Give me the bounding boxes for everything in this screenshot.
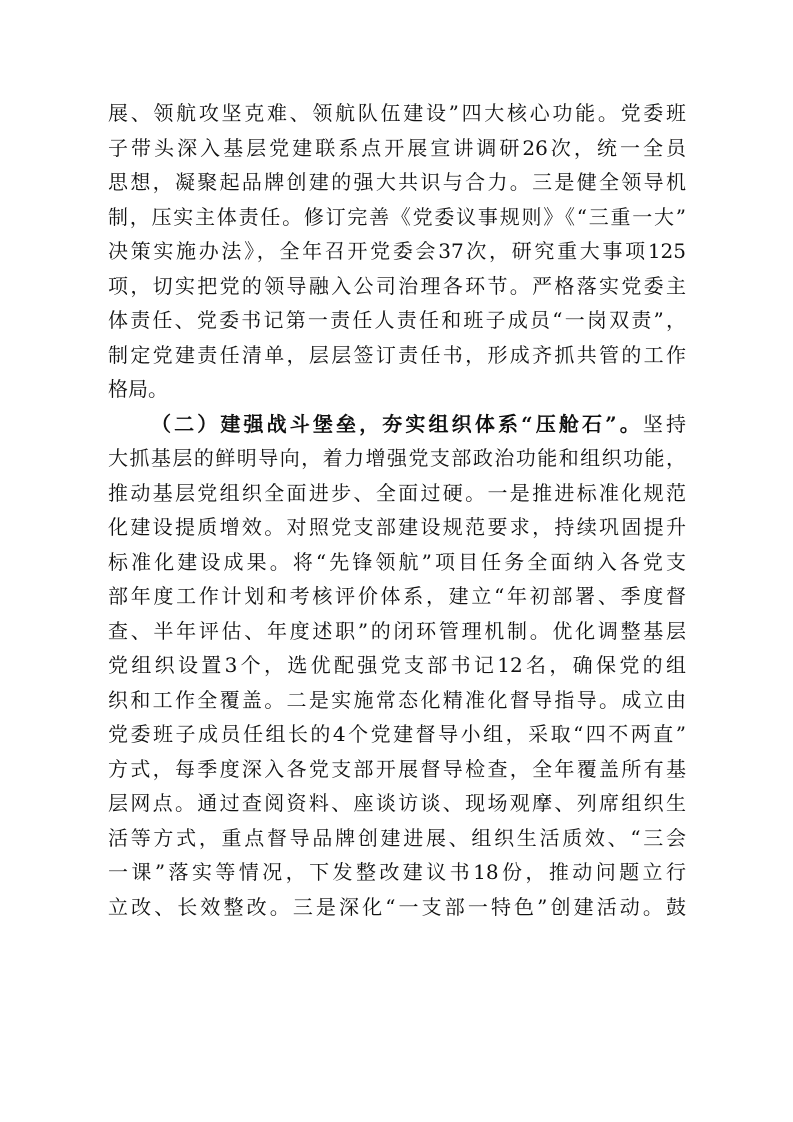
text-line: 思想，凝聚起品牌创建的强大共识与合力。三是健全领导机 [108,170,686,194]
text-fragment: 坚持 [642,411,687,436]
text-line: 查、半年评估、年度述职”的闭环管理机制。优化调整基层 [108,618,686,643]
text-line: 子带头深入基层党建联系点开展宣讲调研26次，统一全员 [108,135,686,160]
text-line: 大抓基层的鲜明导向，着力增强党支部政治功能和组织功能， [108,446,686,470]
text-line: 立改、长效整改。三是深化“一支部一特色”创建活动。鼓 [108,894,686,919]
text-line: 活等方式，重点督导品牌创建进展、组织生活质效、“三会 [108,825,686,850]
document-page [108,96,686,924]
text-line: 一课”落实等情况，下发整改建议书18份，推动问题立行 [108,860,686,884]
paragraph-first-line [108,407,686,442]
text-line: 格局。 [108,377,168,401]
paragraph-1 [108,96,686,407]
text-line: 体责任、党委书记第一责任人责任和班子成员“一岗双责”， [108,308,686,332]
text-line: 推动基层党组织全面进步、全面过硬。一是推进标准化规范 [108,480,686,505]
text-line: 织和工作全覆盖。二是实施常态化精准化督导指导。成立由 [108,687,686,712]
text-line: 方式，每季度深入各党支部开展督导检查，全年覆盖所有基 [108,756,686,781]
text-line: 展、领航攻坚克难、领航队伍建设”四大核心功能。党委班 [108,101,686,125]
text-line: 化建设提质增效。对照党支部建设规范要求，持续巩固提升 [108,515,686,539]
text-line: 项，切实把党的领导融入公司治理各环节。严格落实党委主 [108,273,686,298]
text-line: 层网点。通过查阅资料、座谈访谈、现场观摩、列席组织生 [108,791,686,815]
text-line: 党组织设置3个，选优配强党支部书记12名，确保党的组 [108,653,686,677]
text-line: 制定党建责任清单，层层签订责任书，形成齐抓共管的工作 [108,342,686,367]
text-line: 标准化建设成果。将“先锋领航”项目任务全面纳入各党支 [108,549,686,574]
section-heading: （二）建强战斗堡垒，夯实组织体系“压舱石”。 [151,411,643,436]
text-line: 决策实施办法》，全年召开党委会37次，研究重大事项125 [108,239,686,263]
text-line: 部年度工作计划和考核评价体系，建立“年初部署、季度督 [108,584,686,608]
paragraph-2 [108,407,686,925]
text-line: 党委班子成员任组长的4个党建督导小组，采取“四不两直” [108,722,686,746]
text-line: 制，压实主体责任。修订完善《党委议事规则》《“三重一大” [108,204,686,229]
